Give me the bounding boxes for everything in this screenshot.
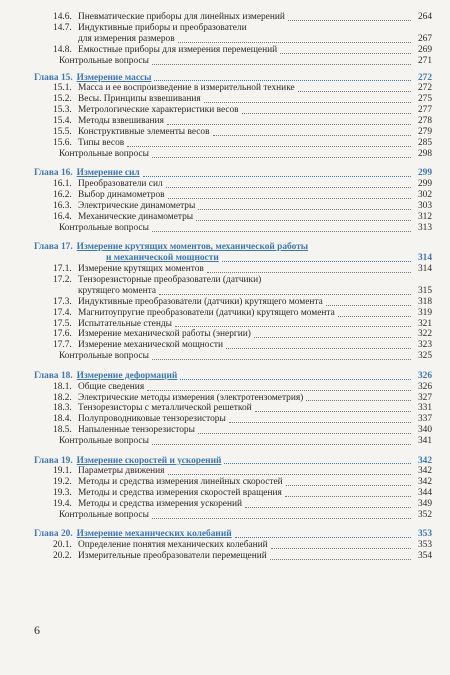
toc-section-entry [34, 212, 432, 223]
toc-entry-title: Контрольные вопросы [59, 510, 149, 521]
toc-entry-title: Измерение крутящих моментов, механической работы [76, 242, 309, 253]
dot-leader [159, 294, 411, 295]
toc-entry-page: 279 [417, 127, 432, 138]
toc-section-entry [34, 264, 432, 275]
dot-leader [166, 187, 411, 188]
toc-entry-page: 303 [417, 201, 432, 211]
toc-section-entry [34, 340, 432, 351]
toc-entry-number: 19.3. [53, 488, 72, 499]
toc-section-entry [34, 45, 432, 56]
toc-section-entry [34, 201, 432, 212]
toc-entry-number: 17.3. [53, 296, 72, 307]
toc-entry-title: Контрольные вопросы [59, 148, 149, 159]
toc-entry-number: 16.3. [53, 201, 72, 211]
toc-entry-page: 353 [417, 540, 432, 551]
toc-entry-continuation [34, 286, 432, 297]
toc-review-questions-entry [34, 436, 432, 447]
toc-section-entry [34, 105, 432, 116]
toc-entry-number: 14.7. [53, 22, 72, 33]
toc-section-entry [34, 83, 432, 94]
toc-entry-number: 20.2. [53, 551, 72, 562]
toc-entry-title: Выбор динамометров [78, 190, 165, 201]
toc-entry-page: 302 [417, 190, 432, 201]
toc-entry-title: Емкостные приборы для измерения перемещений [78, 44, 278, 55]
toc-entry-page: 272 [417, 83, 432, 94]
toc-entry-page: 319 [417, 307, 432, 318]
dot-leader [242, 113, 411, 114]
toc-chapter-entry [34, 242, 432, 253]
toc-section-entry [34, 319, 432, 330]
toc-section-entry [34, 540, 432, 551]
toc-section-entry [34, 127, 432, 138]
toc-entry-title: Метрологические характеристики весов [78, 105, 239, 116]
toc-entry-page: 342 [417, 455, 432, 466]
toc-entry-title: Тензорезисторы с металлической решеткой [78, 403, 252, 414]
toc-entry-page: 344 [417, 488, 432, 499]
toc-review-questions-entry [34, 149, 432, 160]
toc-entry-number: Глава 17. [34, 242, 73, 253]
toc-entry-page: 272 [417, 72, 432, 83]
toc-entry-continuation [34, 34, 432, 45]
toc-entry-title: Электрические методы измерения (электротензометрия) [78, 392, 304, 403]
toc-entry-page: 275 [417, 94, 432, 105]
toc-entry-number: 19.2. [53, 477, 72, 488]
toc-entry-page: 321 [417, 318, 432, 329]
dot-leader [152, 64, 411, 65]
toc-entry-page: 352 [417, 510, 432, 521]
toc-review-questions-entry [34, 351, 432, 362]
toc-entry-number: 14.6. [53, 12, 72, 22]
toc-entry-page: 331 [417, 403, 432, 414]
toc-entry-title: и механической мощности [106, 253, 219, 264]
toc-entry-page: 264 [417, 12, 432, 22]
toc-entry-number: 17.7. [53, 340, 72, 351]
toc-entry-title: Напыленные тензорезисторы [78, 425, 195, 436]
dot-leader [204, 102, 411, 103]
toc-entry-page: 312 [417, 211, 432, 222]
toc-entry-page: 269 [417, 44, 432, 55]
dot-leader [168, 198, 411, 199]
toc-entry-title: Контрольные вопросы [59, 351, 149, 362]
toc-entry-title: Методы взвешивания [78, 116, 164, 127]
toc-entry-page: 271 [417, 55, 432, 66]
toc-entry-number: 14.8. [53, 44, 72, 55]
dot-leader [152, 444, 411, 445]
toc-entry-title: Измерение крутящих моментов [78, 264, 204, 275]
toc-entry-number: 15.4. [53, 116, 72, 127]
toc-entry-page: 278 [417, 116, 432, 127]
dot-leader [147, 390, 411, 391]
toc-entry-number: 15.3. [53, 105, 72, 116]
toc-entry-number: Глава 19. [34, 455, 73, 466]
dot-leader [178, 42, 411, 43]
toc-entry-number: 18.1. [53, 381, 72, 392]
toc-entry-number: 16.2. [53, 190, 72, 201]
toc-entry-title: для измерения размеров [78, 33, 175, 44]
toc-entry-number: 18.3. [53, 403, 72, 414]
toc-entry-title: Индуктивные приборы и преобразователи [78, 22, 247, 33]
toc-entry-number: 18.2. [53, 392, 72, 403]
dot-leader [338, 316, 411, 317]
toc-review-questions-entry [34, 56, 432, 67]
dot-leader [245, 507, 411, 508]
toc-entry-title: Контрольные вопросы [59, 55, 149, 66]
toc-section-entry [34, 329, 432, 340]
dot-leader [198, 433, 411, 434]
toc-entry-page: 326 [417, 370, 432, 381]
toc-entry-page: 315 [417, 285, 432, 296]
toc-entry-title: Тензорезисторные преобразователи (датчики) [78, 274, 262, 285]
toc-entry-number: 19.4. [53, 499, 72, 510]
toc-entry-number: 19.1. [53, 466, 72, 477]
dot-leader [152, 359, 411, 360]
toc-entry-number: 15.5. [53, 127, 72, 138]
toc-entry-number: 16.4. [53, 211, 72, 222]
page-number: 6 [34, 623, 40, 637]
dot-leader [270, 559, 411, 560]
dot-leader [298, 91, 411, 92]
toc-entry-number: 15.2. [53, 94, 72, 105]
toc-entry-title: Измерение сил [76, 168, 140, 179]
toc-section-entry [34, 499, 432, 510]
toc-entry-number: 18.4. [53, 414, 72, 425]
toc-entry-title: Преобразователи сил [78, 179, 163, 190]
toc-section-entry [34, 425, 432, 436]
toc-entry-page: 340 [417, 425, 432, 436]
toc-entry-page: 299 [417, 168, 432, 179]
toc-section-entry [34, 190, 432, 201]
dot-leader [271, 548, 411, 549]
toc-entry-page: 353 [417, 529, 432, 540]
toc-entry-page: 326 [417, 381, 432, 392]
toc-section-entry [34, 393, 432, 404]
dot-leader [254, 337, 411, 338]
dot-leader [213, 135, 412, 136]
dot-leader [255, 411, 411, 412]
toc-section-entry [34, 477, 432, 488]
dot-leader [207, 272, 411, 273]
dot-leader [127, 146, 411, 147]
toc-entry-page: 342 [417, 466, 432, 477]
toc-entry-number: Глава 18. [34, 370, 73, 381]
toc-chapter-entry [34, 529, 432, 540]
toc-entry-number: 16.1. [53, 179, 72, 190]
toc-entry-title: Измерение механической мощности [78, 340, 224, 351]
toc-entry-page: 327 [417, 392, 432, 403]
toc-entry-page: 341 [417, 436, 432, 447]
toc-entry-page: 318 [417, 296, 432, 307]
toc-entry-title: Методы и средства измерения скоростей вращения [78, 488, 282, 499]
dot-leader [168, 474, 412, 475]
toc-chapter-entry [34, 168, 432, 179]
toc-section-entry [34, 94, 432, 105]
toc-section-entry [34, 414, 432, 425]
toc-entry-page: 298 [417, 148, 432, 159]
toc-entry-number: 17.2. [53, 274, 72, 285]
dot-leader [285, 496, 411, 497]
toc-entry-title: Полупроводниковые тензорезисторы [78, 414, 226, 425]
toc-entry-title: Индуктивные преобразователи (датчики) крутящего момента [78, 296, 323, 307]
toc-entry-page: 277 [417, 105, 432, 116]
toc-entry-page: 325 [417, 351, 432, 362]
toc-entry-title: Методы и средства измерения ускорений [78, 499, 242, 510]
dot-leader [175, 326, 411, 327]
toc-entry-title: Определение понятия механических колебаний [78, 540, 268, 551]
dot-leader [222, 261, 411, 262]
toc-entry-number: 17.5. [53, 318, 72, 329]
toc-section-entry [34, 488, 432, 499]
dot-leader [180, 379, 411, 380]
toc-entry-page: 342 [417, 477, 432, 488]
toc-entry-number: Глава 20. [34, 529, 73, 540]
dot-leader [280, 53, 411, 54]
toc-entry-number: 17.1. [53, 264, 72, 275]
dot-leader [224, 463, 411, 464]
toc-section-entry [34, 466, 432, 477]
toc-section-entry [34, 403, 432, 414]
toc-section-entry [34, 12, 432, 23]
dot-leader [288, 20, 411, 21]
toc-chapter-entry [34, 371, 432, 382]
toc-entry-title: Методы и средства измерения линейных скоростей [78, 477, 283, 488]
toc-entry-title: Измерение деформаций [76, 370, 178, 381]
toc-chapter-continuation [34, 253, 432, 264]
dot-leader [154, 80, 411, 81]
toc-entry-title: Весы. Принципы взвешивания [78, 94, 201, 105]
toc-review-questions-entry [34, 223, 432, 234]
toc-entry-title: Магнитоупругие преобразователи (датчики) крутящего момента [78, 307, 335, 318]
toc-entry-title: Испытательные стенды [78, 318, 172, 329]
dot-leader [226, 348, 411, 349]
toc-entry-title: Измерение механических колебаний [76, 529, 232, 540]
toc-entry-title: Измерительные преобразователи перемещений [78, 551, 267, 562]
toc-entry-page: 314 [417, 253, 432, 264]
toc-section-entry [34, 308, 432, 319]
dot-leader [152, 518, 411, 519]
toc-entry-title: Измерение массы [76, 72, 152, 83]
dot-leader [306, 400, 411, 401]
table-of-contents [34, 12, 432, 562]
dot-leader [229, 422, 411, 423]
dot-leader [286, 485, 411, 486]
toc-entry-title: Параметры движения [78, 466, 165, 477]
toc-section-entry [34, 138, 432, 149]
toc-entry-page: 314 [417, 264, 432, 275]
toc-entry-page: 267 [417, 33, 432, 44]
dot-leader [198, 209, 411, 210]
toc-entry-page: 299 [417, 179, 432, 190]
dot-leader [143, 176, 411, 177]
toc-section-entry [34, 551, 432, 562]
toc-entry-number: Глава 16. [34, 168, 73, 179]
toc-entry-title: Механические динамометры [78, 211, 194, 222]
dot-leader [152, 157, 411, 158]
dot-leader [167, 124, 411, 125]
toc-entry-number: 15.1. [53, 83, 72, 94]
toc-entry-page: 285 [417, 137, 432, 148]
toc-entry-page: 349 [417, 499, 432, 510]
toc-entry-title: Контрольные вопросы [59, 436, 149, 447]
toc-entry-title: Измерение скоростей и ускорений [76, 455, 222, 466]
toc-entry-title: Масса и ее воспроизведение в измерительной технике [78, 83, 295, 94]
toc-entry-title: Измерение механической работы (энергии) [78, 329, 251, 340]
toc-section-entry [34, 275, 432, 286]
toc-entry-title: Общие сведения [78, 381, 145, 392]
toc-section-entry [34, 179, 432, 190]
dot-leader [152, 231, 411, 232]
toc-entry-number: 17.4. [53, 307, 72, 318]
toc-entry-page: 337 [417, 414, 432, 425]
toc-entry-page: 354 [417, 551, 432, 562]
toc-entry-number: 17.6. [53, 329, 72, 340]
toc-entry-title: Типы весов [78, 137, 125, 148]
toc-section-entry [34, 23, 432, 34]
dot-leader [326, 305, 411, 306]
toc-entry-page: 322 [417, 329, 432, 340]
toc-entry-page: 313 [417, 222, 432, 233]
toc-entry-number: 20.1. [53, 540, 72, 551]
toc-entry-title: Конструктивные элементы весов [78, 127, 210, 138]
dot-leader [196, 220, 411, 221]
toc-section-entry [34, 297, 432, 308]
toc-chapter-entry [34, 456, 432, 467]
toc-entry-title: крутящего момента [78, 285, 157, 296]
dot-leader [235, 537, 411, 538]
toc-entry-number: Глава 15. [34, 72, 73, 83]
toc-chapter-entry [34, 73, 432, 84]
toc-entry-title: Контрольные вопросы [59, 222, 149, 233]
toc-entry-title: Пневматические приборы для линейных измерений [78, 12, 285, 22]
toc-entry-number: 18.5. [53, 425, 72, 436]
toc-entry-title: Электрические динамометры [78, 201, 196, 211]
toc-section-entry [34, 116, 432, 127]
toc-entry-page: 323 [417, 340, 432, 351]
toc-entry-number: 15.6. [53, 137, 72, 148]
toc-review-questions-entry [34, 510, 432, 521]
toc-section-entry [34, 382, 432, 393]
